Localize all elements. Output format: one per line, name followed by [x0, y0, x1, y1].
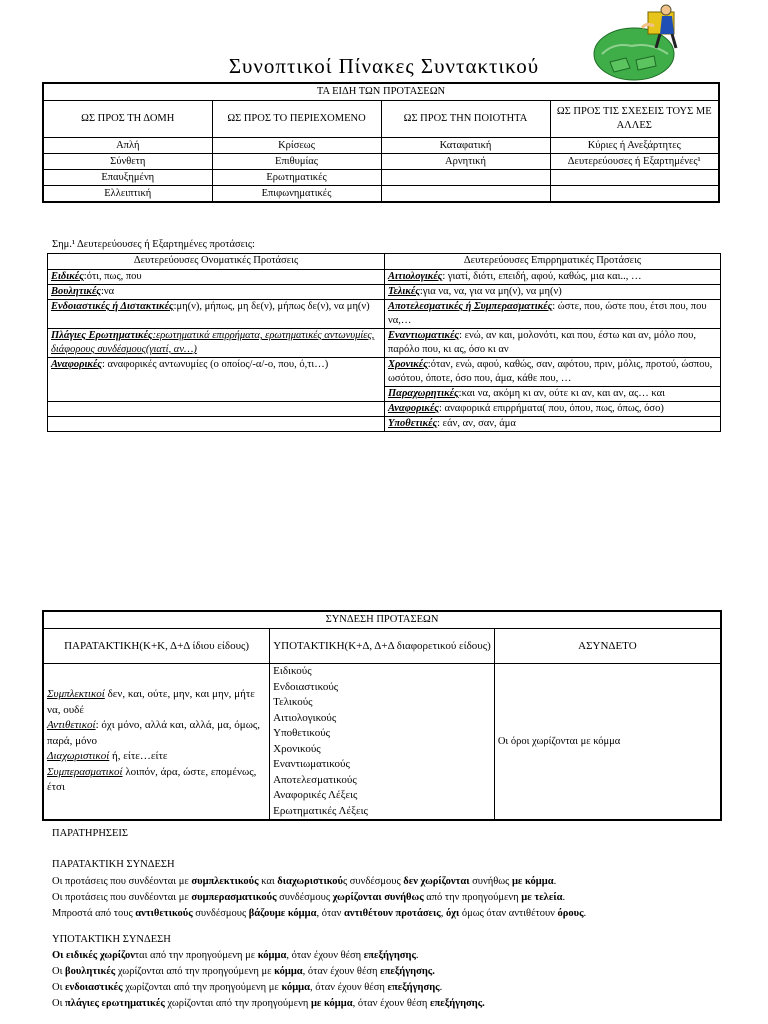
- observation-segment: πλάγιες ερωτηματικές: [65, 998, 165, 1009]
- observation-segment: χωρίζονται συνήθως: [332, 892, 424, 903]
- observation-segment: όρους: [557, 908, 584, 919]
- table-cell: [550, 186, 719, 203]
- conjunction-label: Αντιθετικοί: [47, 719, 96, 732]
- adverbial-cell: [385, 402, 721, 417]
- table-cell: [381, 186, 550, 203]
- table-cell: Σύνθετη: [43, 154, 212, 170]
- clause-label: Παραχωρητικές: [388, 388, 459, 399]
- clause-text: : εάν, αν, σαν, άμα: [437, 418, 516, 429]
- observation-segment: με κόμμα: [310, 998, 353, 1009]
- observation-segment: .: [583, 908, 587, 919]
- observation-segment: κόμμα: [257, 950, 287, 961]
- observation-segment: επεξήγησης.: [430, 998, 485, 1009]
- observation-segment: όμως όταν αντιθέτουν: [459, 908, 558, 919]
- observation-segment: με τελεία: [521, 892, 563, 903]
- table-cell: Ερωτηματικές: [212, 170, 381, 186]
- observation-line: [52, 980, 485, 996]
- clause-label: Αναφορικές: [51, 359, 102, 370]
- observation-segment: Μπροστά από τους: [52, 908, 136, 919]
- observation-segment: βάζουμε κόμμα: [248, 908, 317, 919]
- conjunction-text: ή, είτε…είτε: [109, 750, 168, 763]
- observation-segment: συνδέσμους: [192, 908, 249, 919]
- nominal-cell: [48, 270, 385, 285]
- list-item: Υποθετικούς: [273, 727, 331, 739]
- clause-text: :όταν, ενώ, αφού, καθώς, σαν, αφότου, πριν, μόλις, προτού, ώσπου, ωσότου, όποτε, όσο που, άμα, κάθε που, …: [388, 359, 713, 384]
- table-cell: Επιθυμίας: [212, 154, 381, 170]
- observation-segment: χωρίζονται από την προηγούμενη με: [122, 982, 282, 993]
- nominal-cell: [48, 300, 385, 329]
- table-row: [43, 186, 719, 203]
- adverbial-cell: [385, 358, 721, 387]
- observation-segment: από την προηγούμενη: [423, 892, 522, 903]
- asyndeton-cell: Οι όροι χωρίζονται με κόμμα: [494, 664, 721, 821]
- observation-segment: , όταν έχουν θέση: [310, 982, 388, 993]
- dependent-clauses-table: [47, 253, 721, 432]
- observation-segment: συμπερασματικούς: [191, 892, 277, 903]
- table-cell: Ελλειπτική: [43, 186, 212, 203]
- connection-table-caption: ΣΥΝΔΕΣΗ ΠΡΟΤΑΣΕΩΝ: [43, 611, 721, 629]
- types-table-caption: ΤΑ ΕΙΔΗ ΤΩΝ ΠΡΟΤΑΣΕΩΝ: [43, 83, 719, 101]
- observation-segment: επεξήγησης: [387, 982, 440, 993]
- table-cell: Κύριες ή Ανεξάρτητες: [550, 138, 719, 154]
- types-header-quality: ΩΣ ΠΡΟΣ ΤΗΝ ΠΟΙΟΤΗΤΑ: [381, 101, 550, 138]
- clause-label: Πλάγιες Ερωτηματικές: [51, 330, 153, 341]
- parataxis-observations: [52, 874, 586, 922]
- table-cell: Δευτερεύουσες ή Εξαρτημένες¹: [550, 154, 719, 170]
- table-cell: Κρίσεως: [212, 138, 381, 154]
- adverbial-cell: [385, 387, 721, 402]
- clause-text: :ότι, πως, που: [83, 271, 142, 282]
- observation-segment: συμπλεκτικούς: [191, 876, 259, 887]
- page-title: Συνοπτικοί Πίνακες Συντακτικού: [228, 54, 540, 78]
- clause-text: :και να, ακόμη κι αν, ούτε κι αν, και αν, ας… και: [458, 388, 665, 399]
- types-header-content: ΩΣ ΠΡΟΣ ΤΟ ΠΕΡΙΕΧΟΜΕΝΟ: [212, 101, 381, 138]
- observation-segment: επεξήγησης: [363, 950, 416, 961]
- adverbial-cell: [385, 300, 721, 329]
- observation-line: [52, 964, 485, 980]
- observation-segment: Οι: [52, 982, 66, 993]
- observation-segment: κόμμα: [274, 966, 303, 977]
- list-item: Χρονικούς: [273, 742, 321, 755]
- observation-line: [52, 874, 586, 890]
- clause-text: :μη(ν), μήπως, μη δε(ν), μήπως δε(ν), να μη(ν): [173, 301, 370, 312]
- observation-segment: όχι: [445, 908, 460, 919]
- clause-label: Βουλητικές: [51, 286, 101, 297]
- conjunction-label: Συμπλεκτικοί: [47, 688, 105, 701]
- observation-segment: .: [553, 876, 557, 887]
- table-cell: Αρνητική: [381, 154, 550, 170]
- clause-label: Ενδοιαστικές ή Διστακτικές: [51, 301, 174, 312]
- observation-segment: , όταν έχουν θέση: [286, 950, 364, 961]
- table-cell: Απλή: [43, 138, 212, 154]
- table-cell: Επαυξημένη: [43, 170, 212, 186]
- nominal-cell: [48, 285, 385, 300]
- observation-segment: , όταν έχουν θέση: [302, 966, 381, 977]
- conjunction-label: Συμπερασματικοί: [47, 765, 123, 778]
- observation-segment: βουλητικές: [65, 966, 116, 977]
- observation-segment: ται από την προηγούμενη με: [134, 950, 258, 961]
- observation-segment: κόμμα: [281, 982, 310, 993]
- table-cell: [550, 170, 719, 186]
- observation-segment: και: [258, 876, 278, 887]
- clause-text: :να: [100, 286, 115, 297]
- hypotaxis-cell: [270, 664, 495, 821]
- observation-segment: ενδοιαστικές: [65, 982, 123, 993]
- observations-title: ΠΑΡΑΤΗΡΗΣΕΙΣ: [52, 828, 129, 839]
- list-item: Εναντιωματικούς: [273, 758, 350, 770]
- observation-segment: χωρίζονται από την προηγούμενη με: [115, 966, 275, 977]
- list-item: Ερωτηματικές Λέξεις: [273, 804, 368, 817]
- list-item: Ενδοιαστικούς: [273, 680, 339, 693]
- observation-segment: .: [439, 982, 443, 993]
- nominal-cell: [48, 358, 385, 402]
- clause-text: :ερωτηματικά επιρρήματα, ερωτηματικές αντωνυμίες, διάφορους συνδέσμους(γιατί, αν…): [51, 330, 375, 355]
- clause-label: Χρονικές: [388, 359, 428, 370]
- adverbial-cell: [385, 417, 721, 432]
- list-item: Ειδικούς: [273, 665, 312, 677]
- observation-segment: αντιθέτουν προτάσεις: [344, 908, 441, 919]
- parataxis-observations-heading: ΠΑΡΑΤΑΚΤΙΚΗ ΣΥΝΔΕΣΗ: [52, 859, 175, 870]
- clause-label: Ειδικές: [51, 271, 84, 282]
- table-cell: Επιφωνηματικές: [212, 186, 381, 203]
- clause-text: : αναφορικά επιρρήματα( που, όπου, πως, όπως, όσο): [438, 403, 664, 414]
- clause-label: Αναφορικές: [388, 403, 439, 414]
- observation-segment: επεξήγησης.: [380, 966, 435, 977]
- clause-label: Υποθετικές: [388, 418, 438, 429]
- observation-segment: δεν χωρίζονται: [403, 876, 470, 887]
- table-row: [43, 138, 719, 154]
- list-item: Αναφορικές Λέξεις: [273, 789, 358, 801]
- list-item: Αιτιολογικούς: [273, 711, 337, 724]
- observation-segment: ς συνδέσμους: [342, 876, 404, 887]
- adverbial-clauses-header: Δευτερεύουσες Επιρρηματικές Προτάσεις: [385, 254, 721, 270]
- clause-label: Αποτελεσματικές ή Συμπερασματικές: [388, 301, 553, 312]
- observation-segment: ,: [440, 908, 446, 919]
- footnote: Σημ.¹ Δευτερεύουσες ή Εξαρτημένες προτάσεις:: [52, 239, 255, 250]
- table-row: [43, 170, 719, 186]
- nominal-cell: [48, 402, 385, 417]
- nominal-cell: [48, 329, 385, 358]
- clause-text: : αναφορικές αντωνυμίες (ο οποίος/-α/-ο, που, ό,τι…): [101, 359, 329, 370]
- clause-label: Αιτιολογικές: [388, 271, 443, 282]
- list-item: Τελικούς: [273, 696, 313, 708]
- observation-line: [52, 906, 586, 922]
- observation-segment: Οι προτάσεις που συνδέονται με: [52, 892, 192, 903]
- table-row: [43, 154, 719, 170]
- hypotaxis-observations: [52, 948, 485, 1012]
- parataxis-header: ΠΑΡΑΤΑΚΤΙΚΗ(Κ+Κ, Δ+Δ ίδιου είδους): [43, 629, 270, 664]
- observation-segment: , όταν: [316, 908, 345, 919]
- nominal-cell: [48, 417, 385, 432]
- observation-segment: .: [562, 892, 566, 903]
- nominal-clauses-header: Δευτερεύουσες Ονοματικές Προτάσεις: [48, 254, 385, 270]
- observation-segment: διαχωριστικού: [277, 876, 343, 887]
- observation-segment: .: [415, 950, 419, 961]
- observation-segment: Οι: [52, 966, 66, 977]
- table-cell: [381, 170, 550, 186]
- adverbial-cell: [385, 329, 721, 358]
- observation-segment: συνδέσμους: [276, 892, 333, 903]
- conjunction-text: δεν, και, ούτε, μην, και μην, μήτε να, ουδέ: [47, 688, 255, 716]
- clause-text: : ενώ, αν και, μολονότι, και που, έστω και αν, μόλο που, παρόλο που, κι ας, όσο κι αν: [388, 330, 696, 355]
- conjunction-text: λοιπόν, άρα, ώστε, επομένως, έτσι: [47, 765, 257, 794]
- types-header-structure: ΩΣ ΠΡΟΣ ΤΗ ΔΟΜΗ: [43, 101, 212, 138]
- observation-segment: αντιθετικούς: [135, 908, 193, 919]
- clause-text: : γιατί, διότι, επειδή, αφού, καθώς, μια και.., …: [442, 271, 642, 282]
- observation-segment: Οι: [52, 998, 66, 1009]
- asyndeton-header: ΑΣΥΝΔΕΤΟ: [494, 629, 721, 664]
- list-item: Αποτελεσματικούς: [273, 773, 357, 786]
- sentence-types-table: [42, 82, 720, 203]
- observation-segment: , όταν έχουν θέση: [352, 998, 431, 1009]
- types-header-relations: ΩΣ ΠΡΟΣ ΤΙΣ ΣΧΕΣΕΙΣ ΤΟΥΣ ΜΕ ΑΛΛΕΣ: [550, 101, 719, 138]
- observation-line: [52, 948, 485, 964]
- clause-label: Τελικές: [388, 286, 420, 297]
- observation-segment: χωρίζονται από την προηγούμενη: [164, 998, 311, 1009]
- observation-line: [52, 890, 586, 906]
- observation-segment: συνήθως: [469, 876, 512, 887]
- table-cell: Καταφατική: [381, 138, 550, 154]
- conjunction-text: : όχι μόνο, αλλά και, αλλά, μα, όμως, παρά, μόνο: [47, 719, 261, 747]
- clause-text: :για να, να, για να μη(ν), να μη(ν): [419, 286, 562, 297]
- parataxis-cell: [43, 664, 270, 821]
- sentence-connection-table: [42, 610, 722, 821]
- conjunction-label: Διαχωριστικοί: [47, 750, 110, 763]
- observation-segment: Οι ειδικές χωρίζον: [52, 950, 135, 961]
- observation-segment: Οι προτάσεις που συνδέονται με: [52, 876, 192, 887]
- adverbial-cell: [385, 270, 721, 285]
- adverbial-cell: [385, 285, 721, 300]
- hypotaxis-observations-heading: ΥΠΟΤΑΚΤΙΚΗ ΣΥΝΔΕΣΗ: [52, 934, 171, 945]
- observation-segment: με κόμμα: [511, 876, 554, 887]
- clause-text: : ώστε, που, ώστε που, έτσι που, που να,…: [388, 301, 707, 326]
- clause-label: Εναντιωματικές: [388, 330, 460, 341]
- hypotaxis-header: ΥΠΟΤΑΚΤΙΚΗ(Κ+Δ, Δ+Δ διαφορετικού είδους): [270, 629, 495, 664]
- observation-line: [52, 996, 485, 1012]
